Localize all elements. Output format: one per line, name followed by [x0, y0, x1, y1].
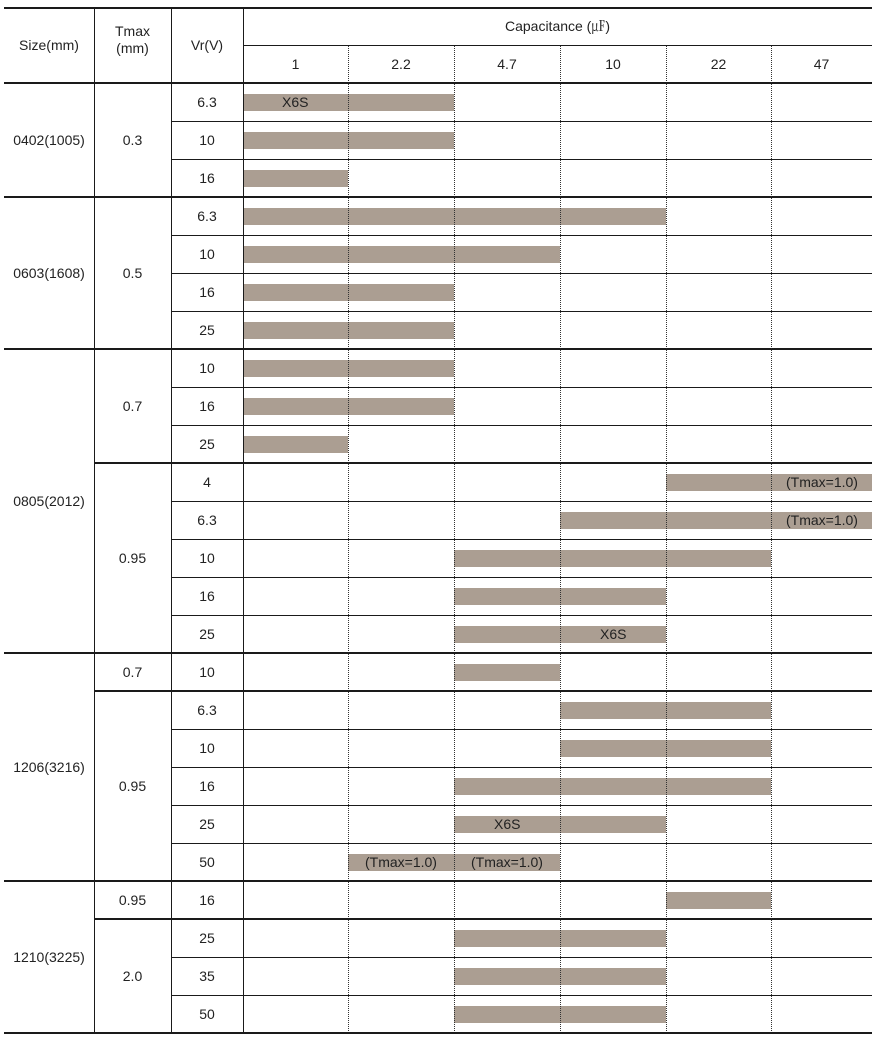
- table-bottom-border: [4, 1032, 872, 1034]
- tmax-column-header: Tmax (mm): [115, 22, 150, 56]
- row-divider: [171, 387, 872, 388]
- bar-annotation: (Tmax=1.0): [365, 854, 437, 870]
- tmax-cell: 0.7: [122, 397, 143, 414]
- vr-cell: 10: [199, 131, 215, 148]
- row-divider: [171, 311, 872, 312]
- tmax-cell: 0.95: [118, 549, 147, 566]
- vr-cell: 6.3: [197, 511, 217, 528]
- vr-cell: 25: [199, 815, 215, 832]
- capacitance-range-bar: [666, 892, 771, 909]
- capacitance-header-divider: [243, 45, 872, 46]
- vr-cell: 6.3: [197, 207, 217, 224]
- size-group-divider: [4, 652, 872, 654]
- capacitance-header: Capacitance (㎌): [504, 18, 611, 34]
- tmax-cell: 0.95: [118, 891, 147, 908]
- vr-cell: 16: [199, 169, 215, 186]
- row-divider: [171, 577, 872, 578]
- capacitance-tick-label: 1: [291, 55, 300, 72]
- vr-cell: 50: [199, 853, 215, 870]
- tmax-cell: 0.3: [122, 131, 143, 148]
- row-divider: [171, 539, 872, 540]
- capacitance-tick-label: 2.2: [391, 55, 411, 72]
- tmax-group-divider: [94, 690, 872, 692]
- capacitance-range-bar: [454, 778, 771, 795]
- size-group-divider: [4, 196, 872, 198]
- vr-cell: 25: [199, 435, 215, 452]
- vr-cell: 16: [199, 397, 215, 414]
- vr-cell: 16: [199, 777, 215, 794]
- capacitance-tick-label: 22: [710, 55, 727, 72]
- bar-annotation: (Tmax=1.0): [786, 474, 858, 490]
- vr-cell: 10: [199, 245, 215, 262]
- capacitance-range-bar: [243, 170, 348, 187]
- row-divider: [171, 159, 872, 160]
- vr-column-header: Vr(V): [190, 37, 224, 53]
- row-divider: [171, 235, 872, 236]
- vr-cell: 6.3: [197, 701, 217, 718]
- vr-cell: 16: [199, 891, 215, 908]
- tmax-group-divider: [94, 918, 872, 920]
- vr-cell: 25: [199, 625, 215, 642]
- vr-cell: 10: [199, 663, 215, 680]
- vr-cell: 50: [199, 1005, 215, 1022]
- size-column-header: Size(mm): [19, 37, 79, 53]
- vr-cell: 4: [203, 473, 211, 490]
- row-divider: [171, 767, 872, 768]
- row-divider: [171, 121, 872, 122]
- row-divider: [171, 843, 872, 844]
- size-cell: 0603(1608): [13, 264, 85, 281]
- vr-cell: 25: [199, 321, 215, 338]
- bar-annotation: (Tmax=1.0): [471, 854, 543, 870]
- vr-cell: 10: [199, 739, 215, 756]
- row-divider: [171, 995, 872, 996]
- row-divider: [171, 425, 872, 426]
- vr-cell: 16: [199, 587, 215, 604]
- row-divider: [171, 615, 872, 616]
- row-divider: [171, 501, 872, 502]
- capacitance-range-bar: [243, 436, 348, 453]
- tmax-cell: 0.5: [122, 264, 143, 281]
- row-divider: [171, 957, 872, 958]
- capacitance-tick-label: 47: [813, 55, 830, 72]
- tmax-cell: 0.95: [118, 777, 147, 794]
- vr-cell: 35: [199, 967, 215, 984]
- tmax-cell: 0.7: [122, 663, 143, 680]
- tmax-group-divider: [94, 462, 872, 464]
- vr-cell: 10: [199, 549, 215, 566]
- row-divider: [171, 805, 872, 806]
- vr-cell: 16: [199, 283, 215, 300]
- table-top-border: [4, 7, 872, 9]
- size-group-divider: [4, 348, 872, 350]
- size-cell: 0805(2012): [13, 492, 85, 509]
- vr-cell: 10: [199, 359, 215, 376]
- header-bottom-border: [4, 82, 872, 84]
- size-cell: 1206(3216): [13, 758, 85, 775]
- capacitance-range-bar: [454, 550, 771, 567]
- size-cell: 1210(3225): [13, 948, 85, 965]
- row-divider: [171, 273, 872, 274]
- bar-annotation: (Tmax=1.0): [786, 512, 858, 528]
- size-cell: 0402(1005): [13, 131, 85, 148]
- tmax-cell: 2.0: [122, 967, 143, 984]
- bar-annotation: X6S: [282, 94, 309, 110]
- bar-annotation: X6S: [600, 626, 627, 642]
- bar-annotation: X6S: [494, 816, 521, 832]
- row-divider: [171, 729, 872, 730]
- capacitance-tick-label: 4.7: [497, 55, 517, 72]
- vr-cell: 25: [199, 929, 215, 946]
- capacitance-range-bar: [243, 246, 560, 263]
- size-group-divider: [4, 880, 872, 882]
- capacitance-tick-label: 10: [605, 55, 621, 72]
- vr-cell: 6.3: [197, 93, 217, 110]
- capacitance-range-bar: [454, 664, 560, 681]
